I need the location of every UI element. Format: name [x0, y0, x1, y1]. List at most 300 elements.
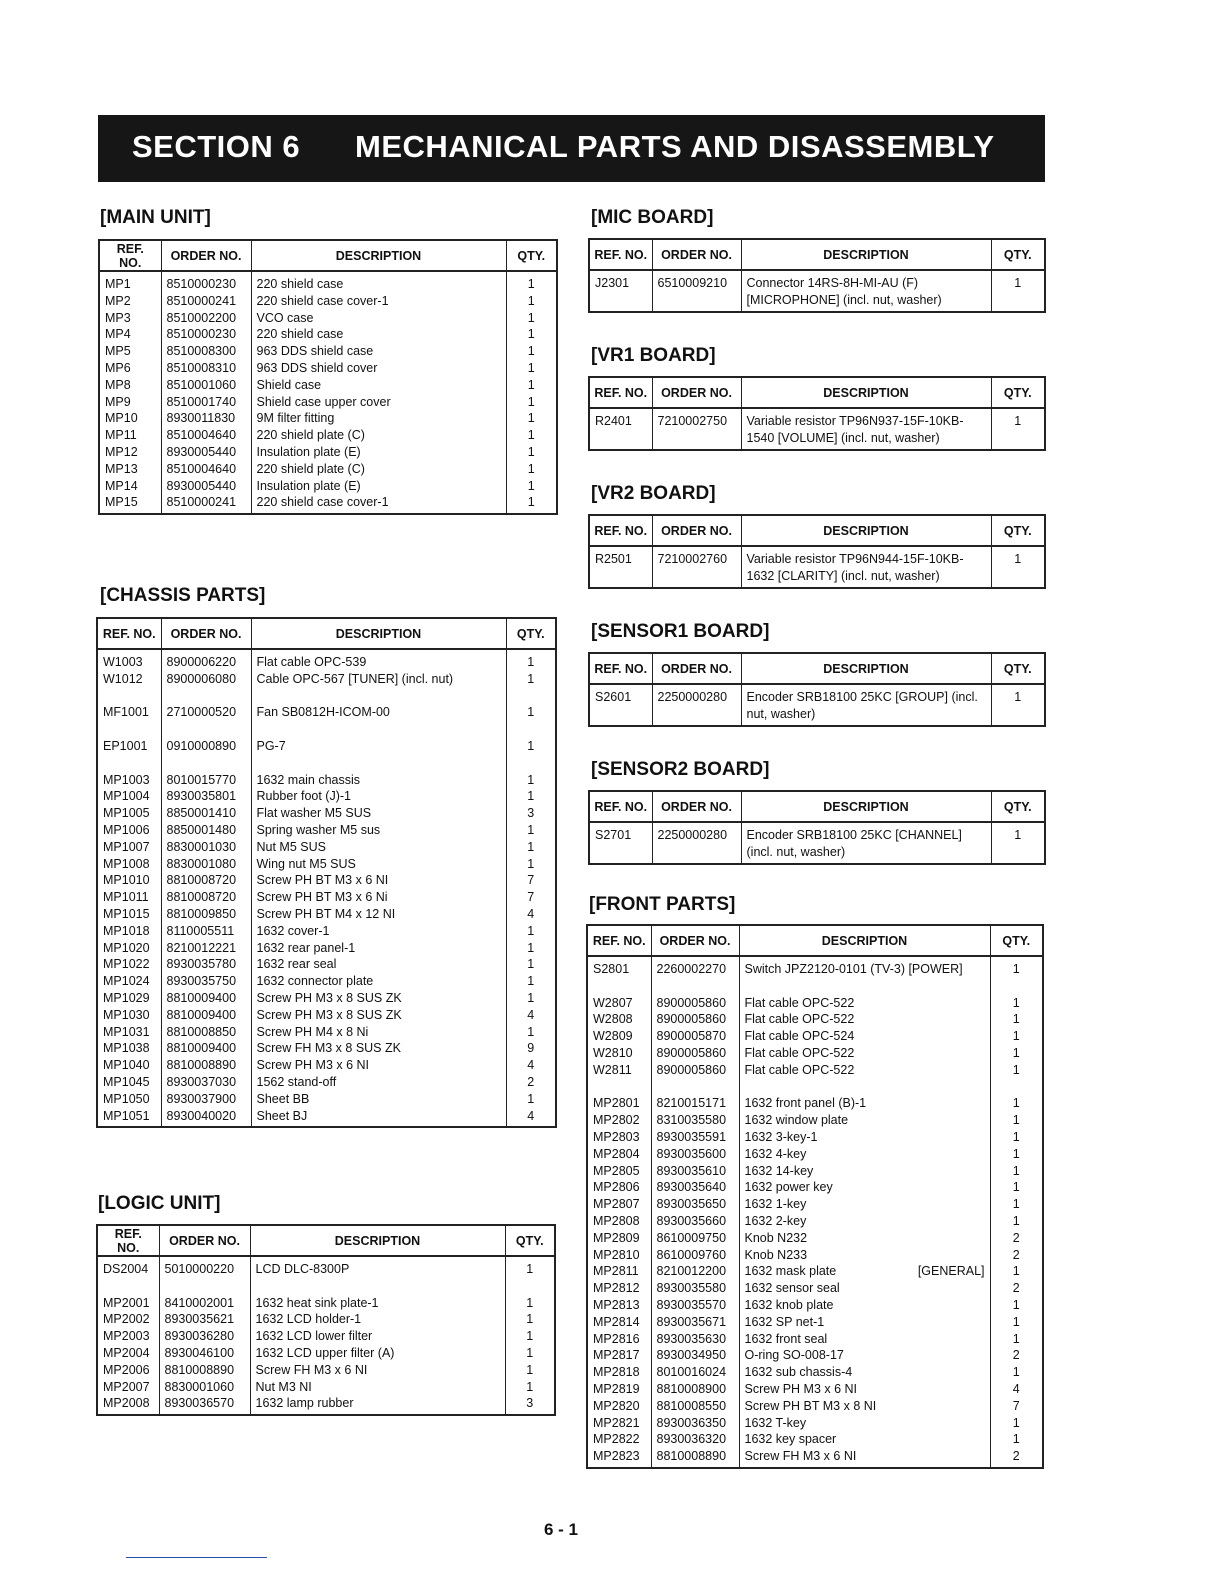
cell-text: Variable resistor TP96N937-15F-10KB-1540 [VOLUME] (incl. nut, washer)	[746, 414, 964, 445]
footer-rule	[126, 1557, 267, 1558]
cell-text: 8310035580	[656, 1113, 727, 1128]
description-cell	[251, 427, 506, 444]
order-no-cell	[161, 1057, 251, 1074]
cell-text: 1	[527, 344, 535, 359]
qty-cell	[505, 1345, 555, 1362]
cell-text: 1	[527, 411, 535, 426]
cell-text: 1	[526, 1312, 534, 1327]
qty-cell	[990, 1263, 1043, 1280]
order-no-cell	[161, 923, 251, 940]
cell-text: 8930037030	[166, 1074, 237, 1089]
cell-text: Flat cable OPC-522	[744, 1012, 855, 1027]
ref-no-header: REF. NO.	[589, 791, 652, 822]
ref-no-cell	[589, 822, 652, 861]
description-cell	[251, 377, 506, 394]
table-row	[97, 1345, 555, 1362]
cell-text: MP3	[105, 310, 131, 325]
cell-text: 8810008890	[166, 1058, 237, 1073]
general-note: [GENERAL]	[917, 1264, 985, 1279]
ref-no-cell	[99, 326, 161, 343]
cell-text: 8930036350	[656, 1415, 727, 1430]
order-no-cell	[161, 649, 251, 671]
table-row	[587, 1331, 1043, 1348]
ref-no-cell	[587, 1247, 651, 1264]
order-no-cell	[161, 427, 251, 444]
cell-text: 0910000890	[166, 738, 237, 753]
table-row	[587, 1062, 1043, 1079]
cell-text: 8210015171	[656, 1096, 727, 1111]
cell-text: 8930035801	[166, 789, 237, 804]
cell-text: 8810008720	[166, 873, 237, 888]
description-cell	[739, 1331, 990, 1348]
table-row	[587, 1095, 1043, 1112]
table-row	[97, 923, 556, 940]
cell-text: MP1045	[103, 1074, 150, 1089]
ref-no-cell	[99, 461, 161, 478]
table-row	[97, 822, 556, 839]
order-no-cell	[651, 1280, 739, 1297]
cell-text: 2	[1012, 1449, 1020, 1464]
ref-no-cell	[97, 956, 161, 973]
cell-text: MP1008	[103, 856, 150, 871]
table-row	[97, 1024, 556, 1041]
table-row	[587, 1045, 1043, 1062]
section-banner	[98, 115, 1045, 182]
ref-no-cell	[587, 978, 651, 995]
cell-text: MP2006	[103, 1362, 150, 1377]
description-cell	[739, 1347, 990, 1364]
cell-text: W2808	[593, 1012, 633, 1027]
order-no-cell	[651, 1448, 739, 1465]
table-row	[589, 408, 1045, 447]
qty-cell	[506, 856, 556, 873]
cell-text: 1632 cover-1	[256, 923, 330, 938]
cell-text: Rubber foot (J)-1	[256, 789, 351, 804]
cell-text: MP1020	[103, 940, 150, 955]
description-cell	[739, 1079, 990, 1096]
table-row	[587, 1196, 1043, 1213]
ref-no-cell	[97, 1345, 159, 1362]
ref-no-cell	[97, 688, 161, 705]
cell-text: 8930046100	[164, 1345, 235, 1360]
cell-text: 1	[527, 1024, 535, 1039]
cell-text: 3	[527, 806, 535, 821]
ref-no-cell	[589, 684, 652, 723]
cell-text: MP14	[105, 478, 138, 493]
cell-text: Screw FH M3 x 8 SUS ZK	[256, 1041, 401, 1056]
qty-cell	[990, 1398, 1043, 1415]
order-no-header: ORDER NO.	[161, 618, 251, 649]
order-no-cell	[651, 956, 739, 978]
cell-text: 1	[1012, 1213, 1020, 1228]
ref-no-header: REF. NO.	[587, 925, 651, 956]
description-cell	[739, 1129, 990, 1146]
cell-text: DS2004	[103, 1262, 149, 1276]
cell-text: MP2822	[593, 1432, 640, 1447]
cell-text: MP1	[105, 277, 131, 291]
description-header: DESCRIPTION	[741, 653, 991, 684]
qty-cell	[990, 1146, 1043, 1163]
cell-text: 8810009400	[166, 1041, 237, 1056]
cell-text: W2810	[593, 1045, 633, 1060]
description-cell	[739, 1028, 990, 1045]
qty-cell	[506, 889, 556, 906]
cell-text: Screw PH M4 x 8 Ni	[256, 1024, 369, 1039]
cell-text: 1	[1012, 1297, 1020, 1312]
cell-text: MP2817	[593, 1348, 640, 1363]
cell-text: Screw PH BT M3 x 8 NI	[744, 1398, 877, 1413]
qty-cell	[506, 738, 556, 755]
cell-text: 1	[526, 1345, 534, 1360]
qty-cell	[990, 1431, 1043, 1448]
description-cell	[251, 671, 506, 688]
order-no-cell	[161, 377, 251, 394]
ref-no-header: REF. NO.	[99, 240, 161, 271]
description-cell	[739, 1398, 990, 1415]
cell-text: 1	[527, 822, 535, 837]
cell-text: MP15	[105, 495, 138, 510]
cell-text: MP1003	[103, 772, 150, 787]
cell-text: MP1004	[103, 789, 150, 804]
cell-text: 1	[527, 360, 535, 375]
cell-text: Flat cable OPC-539	[256, 655, 367, 669]
ref-no-cell	[587, 1163, 651, 1180]
cell-text: 1	[527, 478, 535, 493]
table-header-row	[97, 618, 556, 649]
ref-no-cell	[97, 856, 161, 873]
cell-text: MP1010	[103, 873, 150, 888]
main-unit-table	[98, 239, 558, 515]
table-row	[97, 1311, 555, 1328]
description-header: DESCRIPTION	[741, 377, 991, 408]
cell-text: 8900005860	[656, 995, 727, 1010]
cell-text: 1	[527, 738, 535, 753]
qty-cell	[506, 1040, 556, 1057]
qty-cell	[506, 688, 556, 705]
cell-text: 1632 3-key-1	[744, 1129, 818, 1144]
qty-cell	[506, 394, 557, 411]
order-no-cell	[161, 310, 251, 327]
qty-cell	[990, 1331, 1043, 1348]
cell-text: MP1018	[103, 923, 150, 938]
ref-no-cell	[99, 377, 161, 394]
qty-cell	[990, 1196, 1043, 1213]
cell-text: S2801	[593, 962, 630, 976]
cell-text: 8810009400	[166, 990, 237, 1005]
ref-no-cell	[97, 1007, 161, 1024]
cell-text: 1	[527, 394, 535, 409]
order-no-cell	[651, 978, 739, 995]
cell-text: MP1007	[103, 839, 150, 854]
table-row	[97, 1395, 555, 1412]
description-cell	[250, 1256, 505, 1278]
description-cell	[250, 1278, 505, 1295]
table-spacer	[589, 861, 1045, 864]
qty-cell	[506, 990, 556, 1007]
cell-text: 1	[526, 1362, 534, 1377]
cell-text: 1	[527, 856, 535, 871]
qty-cell	[506, 704, 556, 721]
ref-no-cell	[587, 1297, 651, 1314]
cell-text: 2	[1012, 1230, 1020, 1245]
cell-text: 1	[526, 1262, 534, 1276]
qty-cell	[505, 1328, 555, 1345]
cell-text: Nut M3 NI	[255, 1379, 312, 1394]
table-row	[97, 649, 556, 671]
cell-text: 7	[527, 890, 535, 905]
table-header-row	[587, 925, 1043, 956]
cell-text: 1	[1012, 1415, 1020, 1430]
ref-no-header: REF. NO.	[589, 515, 652, 546]
cell-text: 1632 sensor seal	[744, 1281, 840, 1296]
order-no-header: ORDER NO.	[651, 925, 739, 956]
cell-text: MP2818	[593, 1365, 640, 1380]
description-cell	[251, 839, 506, 856]
order-no-cell	[652, 684, 741, 723]
table-row	[97, 906, 556, 923]
cell-text: MP2816	[593, 1331, 640, 1346]
cell-text: Screw PH M3 x 8 SUS ZK	[256, 1007, 402, 1022]
order-no-cell	[161, 444, 251, 461]
table-row	[587, 1079, 1043, 1096]
cell-text: 8930005440	[166, 444, 237, 459]
ref-no-cell	[97, 973, 161, 990]
qty-cell	[990, 1028, 1043, 1045]
cell-text: 4	[1012, 1381, 1020, 1396]
table-row	[587, 1415, 1043, 1432]
order-no-cell	[161, 839, 251, 856]
cell-text: MP2814	[593, 1314, 640, 1329]
qty-cell	[506, 478, 557, 495]
order-no-cell	[651, 1431, 739, 1448]
description-cell	[251, 461, 506, 478]
cell-text: W2807	[593, 995, 633, 1010]
cell-text: 1	[1012, 1029, 1020, 1044]
cell-text: 1	[527, 310, 535, 325]
cell-text: 8110005511	[166, 923, 235, 938]
order-no-cell	[651, 1146, 739, 1163]
order-no-cell	[651, 1297, 739, 1314]
table-row	[587, 1028, 1043, 1045]
order-no-cell	[161, 1040, 251, 1057]
order-no-cell	[159, 1256, 250, 1278]
main-unit-heading: [MAIN UNIT]	[100, 207, 211, 228]
ref-no-cell	[99, 478, 161, 495]
table-row	[97, 1295, 555, 1312]
cell-text: MP13	[105, 461, 138, 476]
qty-header: QTY.	[991, 791, 1045, 822]
ref-no-cell	[97, 872, 161, 889]
cell-text: 8900006080	[166, 671, 237, 686]
cell-text: EP1001	[103, 738, 148, 753]
cell-text: 1	[526, 1329, 534, 1344]
cell-text: 1	[526, 1379, 534, 1394]
qty-cell	[506, 1057, 556, 1074]
qty-cell	[506, 721, 556, 738]
description-cell	[251, 688, 506, 705]
cell-text: 1	[527, 444, 535, 459]
ref-no-cell	[97, 1395, 159, 1412]
table-row	[97, 889, 556, 906]
table-row	[97, 1379, 555, 1396]
description-cell	[739, 1297, 990, 1314]
table-header-row	[97, 1225, 555, 1256]
description-cell	[251, 271, 506, 293]
cell-text: 1632 LCD lower filter	[255, 1329, 373, 1344]
qty-cell	[990, 1095, 1043, 1112]
table-row	[99, 444, 557, 461]
cell-text: 1	[1012, 1264, 1020, 1279]
table-row	[587, 1347, 1043, 1364]
cell-text: MP2809	[593, 1230, 640, 1245]
order-no-cell	[161, 721, 251, 738]
cell-text: 220 shield case	[256, 327, 344, 342]
qty-cell	[506, 1108, 556, 1125]
table-row	[587, 1230, 1043, 1247]
cell-text: Sheet BJ	[256, 1108, 308, 1123]
cell-text: 1	[1014, 552, 1022, 566]
description-cell	[250, 1345, 505, 1362]
qty-cell	[506, 755, 556, 772]
cell-text: 220 shield case cover-1	[256, 293, 389, 308]
description-cell	[251, 738, 506, 755]
cell-text: MP4	[105, 327, 131, 342]
table-row	[587, 1280, 1043, 1297]
table-row	[587, 1398, 1043, 1415]
qty-cell	[990, 1129, 1043, 1146]
order-no-cell	[161, 704, 251, 721]
table-row	[99, 310, 557, 327]
table-row	[97, 755, 556, 772]
cell-text: 8850001480	[166, 822, 237, 837]
qty-cell	[506, 805, 556, 822]
cell-text: 8900005860	[656, 1012, 727, 1027]
cell-text: MP2007	[103, 1379, 150, 1394]
description-cell	[251, 889, 506, 906]
qty-cell	[506, 444, 557, 461]
table-row	[99, 293, 557, 310]
cell-text: 8930035600	[656, 1146, 727, 1161]
ref-no-cell	[97, 772, 161, 789]
cell-text: Screw PH M3 x 6 NI	[744, 1381, 858, 1396]
cell-text: 1632 window plate	[744, 1113, 849, 1128]
cell-text: Flat cable OPC-524	[744, 1029, 855, 1044]
description-cell	[251, 973, 506, 990]
ref-no-header: REF. NO.	[589, 377, 652, 408]
logic-unit-heading: [LOGIC UNIT]	[98, 1193, 221, 1214]
order-no-cell	[651, 1415, 739, 1432]
description-cell	[739, 1247, 990, 1264]
cell-text: 7	[527, 873, 535, 888]
cell-text: 1	[1012, 1314, 1020, 1329]
cell-text: 4	[527, 906, 535, 921]
qty-header: QTY.	[991, 239, 1045, 270]
description-cell	[251, 1091, 506, 1108]
ref-no-cell	[587, 1028, 651, 1045]
cell-text: 1	[1012, 1096, 1020, 1111]
table-row	[97, 1007, 556, 1024]
description-cell	[251, 990, 506, 1007]
ref-no-cell	[97, 1024, 161, 1041]
ref-no-cell	[587, 1129, 651, 1146]
cell-text: MP1051	[103, 1108, 150, 1123]
ref-no-cell	[99, 310, 161, 327]
table-row	[587, 1179, 1043, 1196]
cell-text: 220 shield plate (C)	[256, 461, 365, 476]
table-row	[97, 671, 556, 688]
qty-cell	[505, 1295, 555, 1312]
qty-cell	[506, 1024, 556, 1041]
description-cell	[251, 360, 506, 377]
cell-text: MP2001	[103, 1295, 150, 1310]
qty-cell	[506, 1007, 556, 1024]
cell-text: 1	[527, 377, 535, 392]
table-row	[97, 704, 556, 721]
table-row	[587, 1213, 1043, 1230]
qty-cell	[506, 872, 556, 889]
cell-text: 1	[527, 772, 535, 787]
description-cell	[251, 906, 506, 923]
order-no-cell	[651, 1028, 739, 1045]
qty-cell	[506, 649, 556, 671]
cell-text: Wing nut M5 SUS	[256, 856, 356, 871]
ref-no-cell	[99, 427, 161, 444]
page-number: 6 - 1	[544, 1520, 579, 1539]
section-number: SECTION 6	[132, 129, 301, 164]
qty-cell	[990, 1112, 1043, 1129]
ref-no-cell	[97, 704, 161, 721]
cell-text: 1632 sub chassis-4	[744, 1365, 853, 1380]
order-no-header: ORDER NO.	[652, 653, 741, 684]
table-row	[99, 271, 557, 293]
chassis-parts-table	[96, 617, 557, 1128]
cell-text: 8210012200	[656, 1264, 727, 1279]
table-row	[587, 956, 1043, 978]
order-no-cell	[161, 973, 251, 990]
cell-text: 8930035591	[656, 1129, 727, 1144]
description-header: DESCRIPTION	[741, 791, 991, 822]
description-cell	[251, 856, 506, 873]
cell-text: Nut M5 SUS	[256, 839, 326, 854]
order-no-cell	[161, 805, 251, 822]
qty-cell	[505, 1278, 555, 1295]
cell-text: 5010000220	[164, 1262, 235, 1276]
ref-no-cell	[97, 990, 161, 1007]
ref-no-cell	[587, 1011, 651, 1028]
qty-cell	[506, 377, 557, 394]
table-header-row	[589, 377, 1045, 408]
order-no-cell	[651, 1347, 739, 1364]
cell-text: 2	[527, 1074, 535, 1089]
cell-text: 1	[1014, 276, 1022, 290]
qty-cell	[990, 1011, 1043, 1028]
cell-text: MP1029	[103, 990, 150, 1005]
table-row	[589, 822, 1045, 861]
order-no-cell	[651, 1129, 739, 1146]
description-cell	[739, 1230, 990, 1247]
cell-text: 1632 rear panel-1	[256, 940, 356, 955]
cell-text: 1	[527, 293, 535, 308]
cell-text: Spring washer M5 sus	[256, 822, 381, 837]
description-cell	[739, 1146, 990, 1163]
order-no-cell	[651, 1079, 739, 1096]
table-row	[587, 995, 1043, 1012]
ref-no-cell	[587, 1045, 651, 1062]
ref-no-cell	[587, 1146, 651, 1163]
cell-text: 1	[527, 428, 535, 443]
ref-no-cell	[97, 889, 161, 906]
qty-cell	[990, 1163, 1043, 1180]
